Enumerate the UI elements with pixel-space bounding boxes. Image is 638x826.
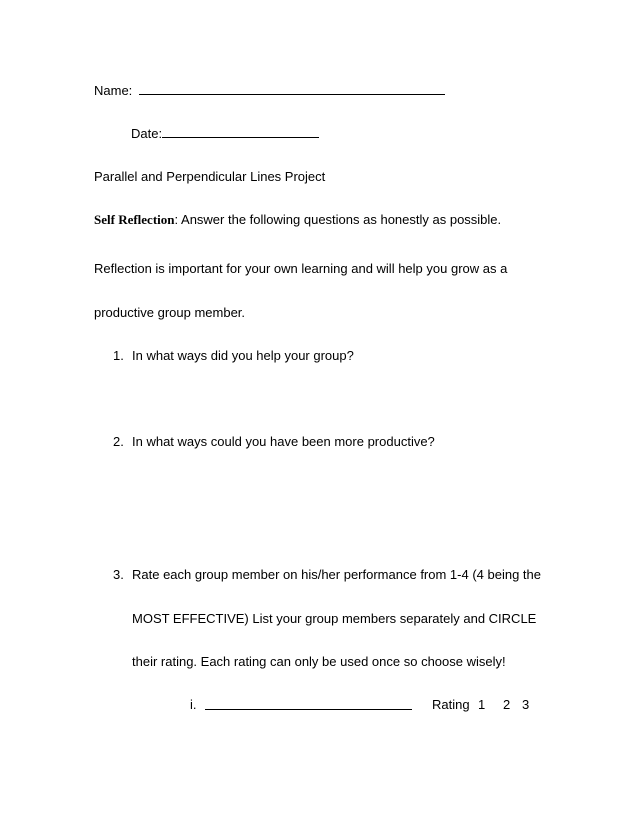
question-1-number: 1. — [113, 348, 124, 363]
rating-row-blank-wrap — [205, 697, 412, 714]
question-3-number: 3. — [113, 567, 124, 582]
member-name-blank[interactable] — [205, 697, 412, 710]
rating-value-1[interactable]: 1 — [478, 697, 486, 712]
date-label: Date: — [131, 126, 163, 141]
question-3-text-line-1: Rate each group member on his/her performance from 1-4 (4 being the — [132, 567, 541, 582]
date-blank[interactable] — [162, 125, 319, 138]
rating-row-roman: i. — [190, 697, 197, 712]
reflection-paragraph-line-1: Reflection is important for your own learning and will help you grow as a — [94, 261, 508, 276]
question-1-text: In what ways did you help your group? — [132, 348, 354, 363]
project-title: Parallel and Perpendicular Lines Project — [94, 169, 326, 184]
self-reflection-text: : Answer the following questions as honestly as possible. — [174, 212, 502, 227]
name-label: Name: — [94, 83, 133, 98]
self-reflection-instruction — [94, 212, 501, 228]
name-field-row — [94, 82, 445, 99]
self-reflection-label: Self Reflection — [94, 212, 175, 227]
question-2-number: 2. — [113, 434, 124, 449]
question-3-text-line-3: their rating. Each rating can only be used once so choose wisely! — [132, 654, 506, 669]
reflection-paragraph-line-2: productive group member. — [94, 305, 246, 320]
question-2-text: In what ways could you have been more productive? — [132, 434, 435, 449]
question-3-text-line-2: MOST EFFECTIVE) List your group members separately and CIRCLE — [132, 611, 537, 626]
date-field-row — [131, 125, 319, 142]
rating-value-3[interactable]: 3 — [522, 697, 530, 712]
name-blank[interactable] — [139, 82, 445, 95]
rating-value-2[interactable]: 2 — [503, 697, 511, 712]
rating-label: Rating — [432, 697, 470, 712]
